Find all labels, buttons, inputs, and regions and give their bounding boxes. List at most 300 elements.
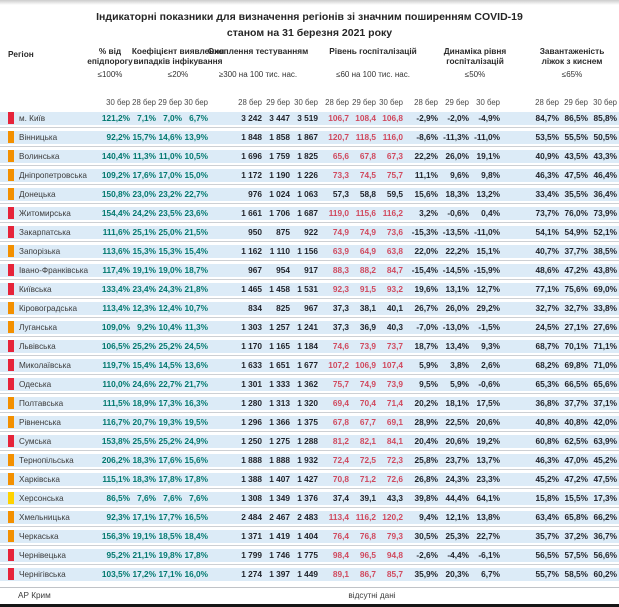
testing-coverage-value: 1 172 [234,170,262,180]
hospitalization-dynamics-value: -2,6% [407,550,438,560]
epidemic-threshold-value: 111,5% [93,398,130,408]
region-name: Волинська [14,152,93,161]
detection-coef-value: 21,1% [130,550,156,560]
hospitalization-level-group [322,512,403,522]
hospitalization-dynamics-value: 26,0% [438,151,469,161]
hospitalization-dynamics-value: -15,4% [407,265,438,275]
detection-coef-value: 17,1% [156,569,182,579]
detection-coef-group [130,341,208,351]
detection-coef-group [130,569,208,579]
table-row [0,245,619,258]
epidemic-threshold-value: 156,3% [93,531,130,541]
detection-coef-value: 14,5% [156,360,182,370]
table-row [0,378,619,391]
testing-coverage-group [234,379,318,389]
detection-coef-value: 19,1% [130,265,156,275]
testing-coverage-group [234,265,318,275]
detection-coef-value: 15,0% [182,170,208,180]
detection-coef-group [130,379,208,389]
hospitalization-level-value: 39,1 [349,493,376,503]
hospitalization-level-value: 70,8 [322,474,349,484]
oxygen-beds-occupancy-value: 56,6% [588,550,617,560]
testing-coverage-group [234,303,318,313]
testing-coverage-value: 1 677 [290,360,318,370]
testing-coverage-value: 1 308 [234,493,262,503]
hospitalization-level-value: 67,8 [349,151,376,161]
hospitalization-level-group [322,398,403,408]
threshold-beds: ≤65% [530,70,614,79]
hospitalization-dynamics-value: -1,5% [469,322,500,332]
detection-coef-value: 13,6% [182,360,208,370]
oxygen-beds-occupancy-group [530,151,617,161]
hospitalization-level-group [322,246,403,256]
detection-coef-group [130,170,208,180]
oxygen-beds-occupancy-value: 71,0% [588,360,617,370]
date-cell: 30 бер [588,98,617,107]
hospitalization-dynamics-value: 12,7% [469,284,500,294]
table-row [0,473,619,486]
detection-coef-group [130,132,208,142]
testing-coverage-value: 1 848 [234,132,262,142]
detection-coef-group [130,246,208,256]
hospitalization-dynamics-value: 20,3% [438,569,469,579]
testing-coverage-value: 1 696 [234,151,262,161]
table-row [0,416,619,429]
hospitalization-dynamics-value: 22,5% [438,417,469,427]
column-header-hospitalization-dynamics: Динаміка рівня госпіталізацій ≤50% [433,46,517,67]
detection-coef-value: 17,6% [156,455,182,465]
detection-coef-value: 15,4% [130,360,156,370]
oxygen-beds-occupancy-value: 71,1% [588,341,617,351]
hospitalization-dynamics-group [407,493,500,503]
hospitalization-level-value: 107,2 [322,360,349,370]
oxygen-beds-occupancy-group [530,341,617,351]
oxygen-beds-occupancy-value: 62,5% [559,436,588,446]
table-row [0,112,619,125]
hospitalization-dynamics-value: 39,8% [407,493,438,503]
hospitalization-dynamics-value: 22,2% [438,246,469,256]
detection-coef-value: 7,6% [130,493,156,503]
detection-coef-value: 23,4% [130,284,156,294]
hospitalization-level-value: 98,4 [322,550,349,560]
hospitalization-level-value: 40,1 [376,303,403,313]
oxygen-beds-occupancy-group [530,569,617,579]
oxygen-beds-occupancy-group [530,113,617,123]
testing-coverage-value: 834 [234,303,262,313]
hospitalization-dynamics-value: 23,7% [438,455,469,465]
testing-coverage-group [234,132,318,142]
hospitalization-dynamics-value: -13,5% [438,227,469,237]
detection-coef-value: 10,4% [156,322,182,332]
hospitalization-level-group [322,170,403,180]
hospitalization-level-value: 106,9 [349,360,376,370]
testing-coverage-value: 1 531 [290,284,318,294]
detection-coef-value: 16,0% [182,569,208,579]
date-cell: 29 бер [559,98,588,107]
testing-coverage-value: 1 241 [290,322,318,332]
oxygen-beds-occupancy-group [530,398,617,408]
testing-coverage-value: 1 257 [262,322,290,332]
hospitalization-level-value: 72,3 [376,455,403,465]
hospitalization-dynamics-value: -8,6% [407,132,438,142]
hospitalization-dynamics-group [407,360,500,370]
table-row [0,226,619,239]
hospitalization-dynamics-value: -11,3% [438,132,469,142]
oxygen-beds-occupancy-group [530,322,617,332]
oxygen-beds-occupancy-value: 55,5% [559,132,588,142]
testing-coverage-group [234,208,318,218]
hospitalization-level-group [322,284,403,294]
detection-coef-value: 17,8% [182,550,208,560]
detection-coef-group [130,550,208,560]
testing-coverage-value: 2 484 [234,512,262,522]
testing-coverage-group [234,170,318,180]
region-name: Дніпропетровська [14,171,93,180]
detection-coef-value: 23,0% [130,189,156,199]
oxygen-beds-occupancy-value: 63,9% [588,436,617,446]
hospitalization-level-value: 96,5 [349,550,376,560]
oxygen-beds-occupancy-value: 47,2% [559,474,588,484]
hospitalization-dynamics-value: 19,6% [407,284,438,294]
detection-coef-value: 17,7% [156,512,182,522]
no-data-note: відсутні дані [135,591,609,600]
detection-coef-value: 17,0% [156,170,182,180]
detection-coef-value: 19,0% [156,265,182,275]
testing-coverage-value: 1 651 [262,360,290,370]
epidemic-threshold-value: 106,5% [93,341,130,351]
oxygen-beds-occupancy-value: 40,8% [559,417,588,427]
hospitalization-dynamics-group [407,246,500,256]
hospitalization-dynamics-value: 19,2% [469,436,500,446]
region-name: Полтавська [14,399,93,408]
threshold-detection: ≤20% [126,70,230,79]
hospitalization-level-group [322,379,403,389]
oxygen-beds-occupancy-group [530,379,617,389]
hospitalization-dynamics-value: 24,3% [438,474,469,484]
testing-coverage-value: 917 [290,265,318,275]
oxygen-beds-occupancy-value: 37,7% [559,246,588,256]
testing-coverage-value: 3 519 [290,113,318,123]
hospitalization-dynamics-value: 5,9% [438,379,469,389]
region-name: Хмельницька [14,513,93,522]
testing-coverage-group [234,474,318,484]
hospitalization-dynamics-value: -7,0% [407,322,438,332]
epidemic-threshold-value: 111,6% [93,227,130,237]
testing-coverage-value: 950 [234,227,262,237]
detection-coef-value: 19,8% [156,550,182,560]
hospitalization-dynamics-value: 22,7% [469,531,500,541]
hospitalization-level-value: 74,9 [322,227,349,237]
epidemic-threshold-value: 119,7% [93,360,130,370]
table-row [0,302,619,315]
oxygen-beds-occupancy-value: 46,3% [530,170,559,180]
oxygen-beds-occupancy-value: 75,6% [559,284,588,294]
hospitalization-level-value: 91,5 [349,284,376,294]
oxygen-beds-occupancy-value: 45,2% [530,474,559,484]
hospitalization-level-group [322,189,403,199]
detection-coef-group [130,227,208,237]
oxygen-beds-occupancy-value: 42,0% [588,417,617,427]
detection-coef-group [130,113,208,123]
detection-coef-value: 19,1% [130,531,156,541]
hospitalization-level-group [322,360,403,370]
table-row [0,283,619,296]
table-row [0,511,619,524]
hospitalization-level-value: 67,3 [376,151,403,161]
oxygen-beds-occupancy-value: 15,5% [559,493,588,503]
hospitalization-dynamics-value: -11,0% [469,132,500,142]
epidemic-threshold-value: 109,0% [93,322,130,332]
testing-coverage-group [234,436,318,446]
oxygen-beds-occupancy-group [530,474,617,484]
hospitalization-dynamics-value: 17,5% [469,398,500,408]
dates-row [0,96,619,109]
threshold-epidemic: ≤100% [75,70,145,79]
oxygen-beds-occupancy-value: 17,3% [588,493,617,503]
testing-coverage-value: 1 799 [234,550,262,560]
hospitalization-dynamics-group [407,132,500,142]
oxygen-beds-occupancy-value: 66,2% [588,512,617,522]
testing-coverage-value: 3 242 [234,113,262,123]
date-cell: 29 бер [262,98,290,107]
region-name: Закарпатська [14,228,93,237]
testing-coverage-value: 1 867 [290,132,318,142]
testing-coverage-value: 1 280 [234,398,262,408]
hospitalization-level-value: 85,7 [376,569,403,579]
oxygen-beds-occupancy-value: 46,3% [530,455,559,465]
testing-coverage-value: 1 184 [290,341,318,351]
date-cell: 30 бер [182,98,208,107]
date-cell: 28 бер [407,98,438,107]
detection-coef-group [130,436,208,446]
testing-coverage-value: 1 825 [290,151,318,161]
date-cell: 30 бер [290,98,318,107]
region-name: Луганська [14,323,93,332]
epidemic-threshold-value: 86,5% [93,493,130,503]
testing-coverage-group [234,493,318,503]
testing-coverage-value: 1 156 [290,246,318,256]
testing-coverage-value: 2 467 [262,512,290,522]
hospitalization-dynamics-value: 9,8% [469,170,500,180]
testing-coverage-group [234,531,318,541]
title-line-2: станом на 31 березня 2021 року [0,26,619,42]
region-name: Черкаська [14,532,93,541]
table-row [0,321,619,334]
hospitalization-level-group [322,341,403,351]
hospitalization-level-group [322,132,403,142]
detection-coef-group [130,455,208,465]
testing-coverage-value: 1 449 [290,569,318,579]
testing-coverage-value: 1 419 [262,531,290,541]
hospitalization-level-value: 69,4 [322,398,349,408]
detection-coef-value: 6,7% [182,113,208,123]
top-shadow-edge [0,0,619,5]
region-name: Одеська [14,380,93,389]
hospitalization-dynamics-value: 20,6% [438,436,469,446]
epidemic-threshold-value: 153,8% [93,436,130,446]
hospitalization-dynamics-value: 26,8% [407,474,438,484]
hospitalization-level-value: 113,4 [322,512,349,522]
hospitalization-level-value: 57,3 [322,189,349,199]
testing-coverage-value: 2 483 [290,512,318,522]
hospitalization-level-group [322,455,403,465]
epidemic-threshold-value: 150,8% [93,189,130,199]
hospitalization-level-value: 84,1 [376,436,403,446]
oxygen-beds-occupancy-value: 36,7% [588,531,617,541]
testing-coverage-value: 1 274 [234,569,262,579]
hospitalization-dynamics-group [407,189,500,199]
testing-coverage-group [234,360,318,370]
bottom-border-bar [0,604,619,607]
oxygen-beds-occupancy-value: 35,5% [559,189,588,199]
epidemic-threshold-value: 110,0% [93,379,130,389]
testing-coverage-group [234,322,318,332]
detection-coef-value: 13,9% [182,132,208,142]
oxygen-beds-occupancy-value: 27,6% [588,322,617,332]
oxygen-beds-occupancy-value: 37,7% [559,398,588,408]
oxygen-beds-occupancy-value: 68,2% [530,360,559,370]
column-header-hospitalization-level: Рівень госпіталізацій ≤60 на 100 тис. нас. [311,46,435,56]
testing-coverage-value: 1 376 [290,493,318,503]
testing-coverage-value: 1 932 [290,455,318,465]
oxygen-beds-occupancy-value: 63,4% [530,512,559,522]
column-header-oxygen-beds: Завантаженість ліжок з киснем ≤65% [530,46,614,67]
date-cell: 29 бер [438,98,469,107]
hospitalization-level-value: 106,8 [376,113,403,123]
region-name: Львівська [14,342,93,351]
hospitalization-level-value: 72,4 [322,455,349,465]
hospitalization-dynamics-value: 18,7% [407,341,438,351]
detection-coef-group [130,303,208,313]
hospitalization-dynamics-value: 22,0% [407,246,438,256]
detection-coef-value: 21,7% [182,379,208,389]
oxygen-beds-occupancy-value: 55,7% [530,569,559,579]
hospitalization-level-value: 74,9 [349,379,376,389]
epidemic-threshold-value: 92,2% [93,132,130,142]
oxygen-beds-occupancy-value: 56,5% [530,550,559,560]
oxygen-beds-occupancy-value: 47,5% [588,474,617,484]
hospitalization-dynamics-value: 18,3% [438,189,469,199]
detection-coef-value: 11,3% [182,322,208,332]
hospitalization-dynamics-value: 26,0% [438,303,469,313]
detection-coef-value: 24,5% [182,341,208,351]
oxygen-beds-occupancy-value: 45,2% [588,455,617,465]
date-cell: 30 бер [93,98,130,107]
detection-coef-value: 24,3% [156,284,182,294]
hospitalization-dynamics-value: 25,8% [407,455,438,465]
hospitalization-dynamics-value: 9,4% [407,512,438,522]
testing-coverage-value: 1 333 [262,379,290,389]
oxygen-beds-occupancy-value: 48,6% [530,265,559,275]
hospitalization-dynamics-value: 12,1% [438,512,469,522]
detection-coef-group [130,284,208,294]
testing-coverage-value: 976 [234,189,262,199]
epidemic-threshold-value: 109,2% [93,170,130,180]
oxygen-beds-occupancy-value: 36,8% [530,398,559,408]
detection-coef-group [130,208,208,218]
hospitalization-level-group [322,227,403,237]
detection-coef-value: 16,5% [182,512,208,522]
hospitalization-dynamics-value: -0,6% [438,208,469,218]
region-name: Миколаївська [14,361,93,370]
hospitalization-dynamics-value: 3,2% [407,208,438,218]
oxygen-beds-occupancy-group [530,246,617,256]
region-name: Херсонська [14,494,93,503]
oxygen-beds-occupancy-value: 58,5% [559,569,588,579]
table-row [0,188,619,201]
testing-coverage-value: 1 190 [262,170,290,180]
detection-coef-value: 25,2% [156,436,182,446]
testing-coverage-value: 3 447 [262,113,290,123]
hospitalization-level-value: 81,2 [322,436,349,446]
detection-coef-value: 18,7% [182,265,208,275]
detection-coef-value: 17,8% [182,474,208,484]
hospitalization-level-value: 120,7 [322,132,349,142]
detection-coef-value: 7,1% [130,113,156,123]
hospitalization-dynamics-group [407,569,500,579]
table-row [0,435,619,448]
detection-coef-value: 18,3% [130,474,156,484]
region-name: Сумська [14,437,93,446]
detection-coef-value: 25,1% [130,227,156,237]
oxygen-beds-occupancy-value: 84,7% [530,113,559,123]
oxygen-beds-occupancy-value: 38,5% [588,246,617,256]
oxygen-beds-occupancy-value: 40,9% [530,151,559,161]
hospitalization-dynamics-group [407,151,500,161]
hospitalization-dynamics-group [407,303,500,313]
hospitalization-dynamics-group [407,455,500,465]
oxygen-beds-occupancy-group [530,512,617,522]
detection-coef-value: 18,3% [130,455,156,465]
detection-coef-group [130,322,208,332]
hospitalization-dynamics-value: 26,7% [407,303,438,313]
detection-coef-value: 19,3% [156,417,182,427]
testing-coverage-value: 1 362 [290,379,318,389]
oxygen-beds-occupancy-value: 65,6% [588,379,617,389]
hospitalization-dynamics-value: 11,1% [407,170,438,180]
testing-coverage-value: 1 288 [290,436,318,446]
oxygen-beds-occupancy-value: 65,8% [559,512,588,522]
testing-coverage-value: 967 [290,303,318,313]
testing-coverage-value: 1 397 [262,569,290,579]
detection-coef-value: 17,2% [130,569,156,579]
hospitalization-level-value: 72,5 [349,455,376,465]
hospitalization-dynamics-value: 28,9% [407,417,438,427]
table-row [0,169,619,182]
table-row [0,492,619,505]
hospitalization-level-value: 73,3 [322,170,349,180]
hospitalization-dynamics-value: -2,0% [438,113,469,123]
oxygen-beds-occupancy-value: 57,5% [559,550,588,560]
testing-coverage-value: 1 633 [234,360,262,370]
hospitalization-level-value: 120,2 [376,512,403,522]
oxygen-beds-occupancy-value: 33,8% [588,303,617,313]
table-body [0,112,619,581]
hospitalization-level-value: 40,3 [376,322,403,332]
testing-coverage-value: 1 407 [262,474,290,484]
table-row [0,397,619,410]
hospitalization-level-value: 116,2 [349,512,376,522]
detection-coef-value: 21,8% [182,284,208,294]
oxygen-beds-occupancy-value: 40,7% [530,246,559,256]
column-header-testing-coverage: Охоплення тестуванням ≥300 на 100 тис. нас. [196,46,320,56]
hospitalization-dynamics-value: 9,5% [407,379,438,389]
detection-coef-value: 12,3% [130,303,156,313]
oxygen-beds-occupancy-value: 24,5% [530,322,559,332]
hospitalization-dynamics-value: 13,7% [469,455,500,465]
detection-coef-value: 22,7% [182,189,208,199]
detection-coef-value: 9,2% [130,322,156,332]
